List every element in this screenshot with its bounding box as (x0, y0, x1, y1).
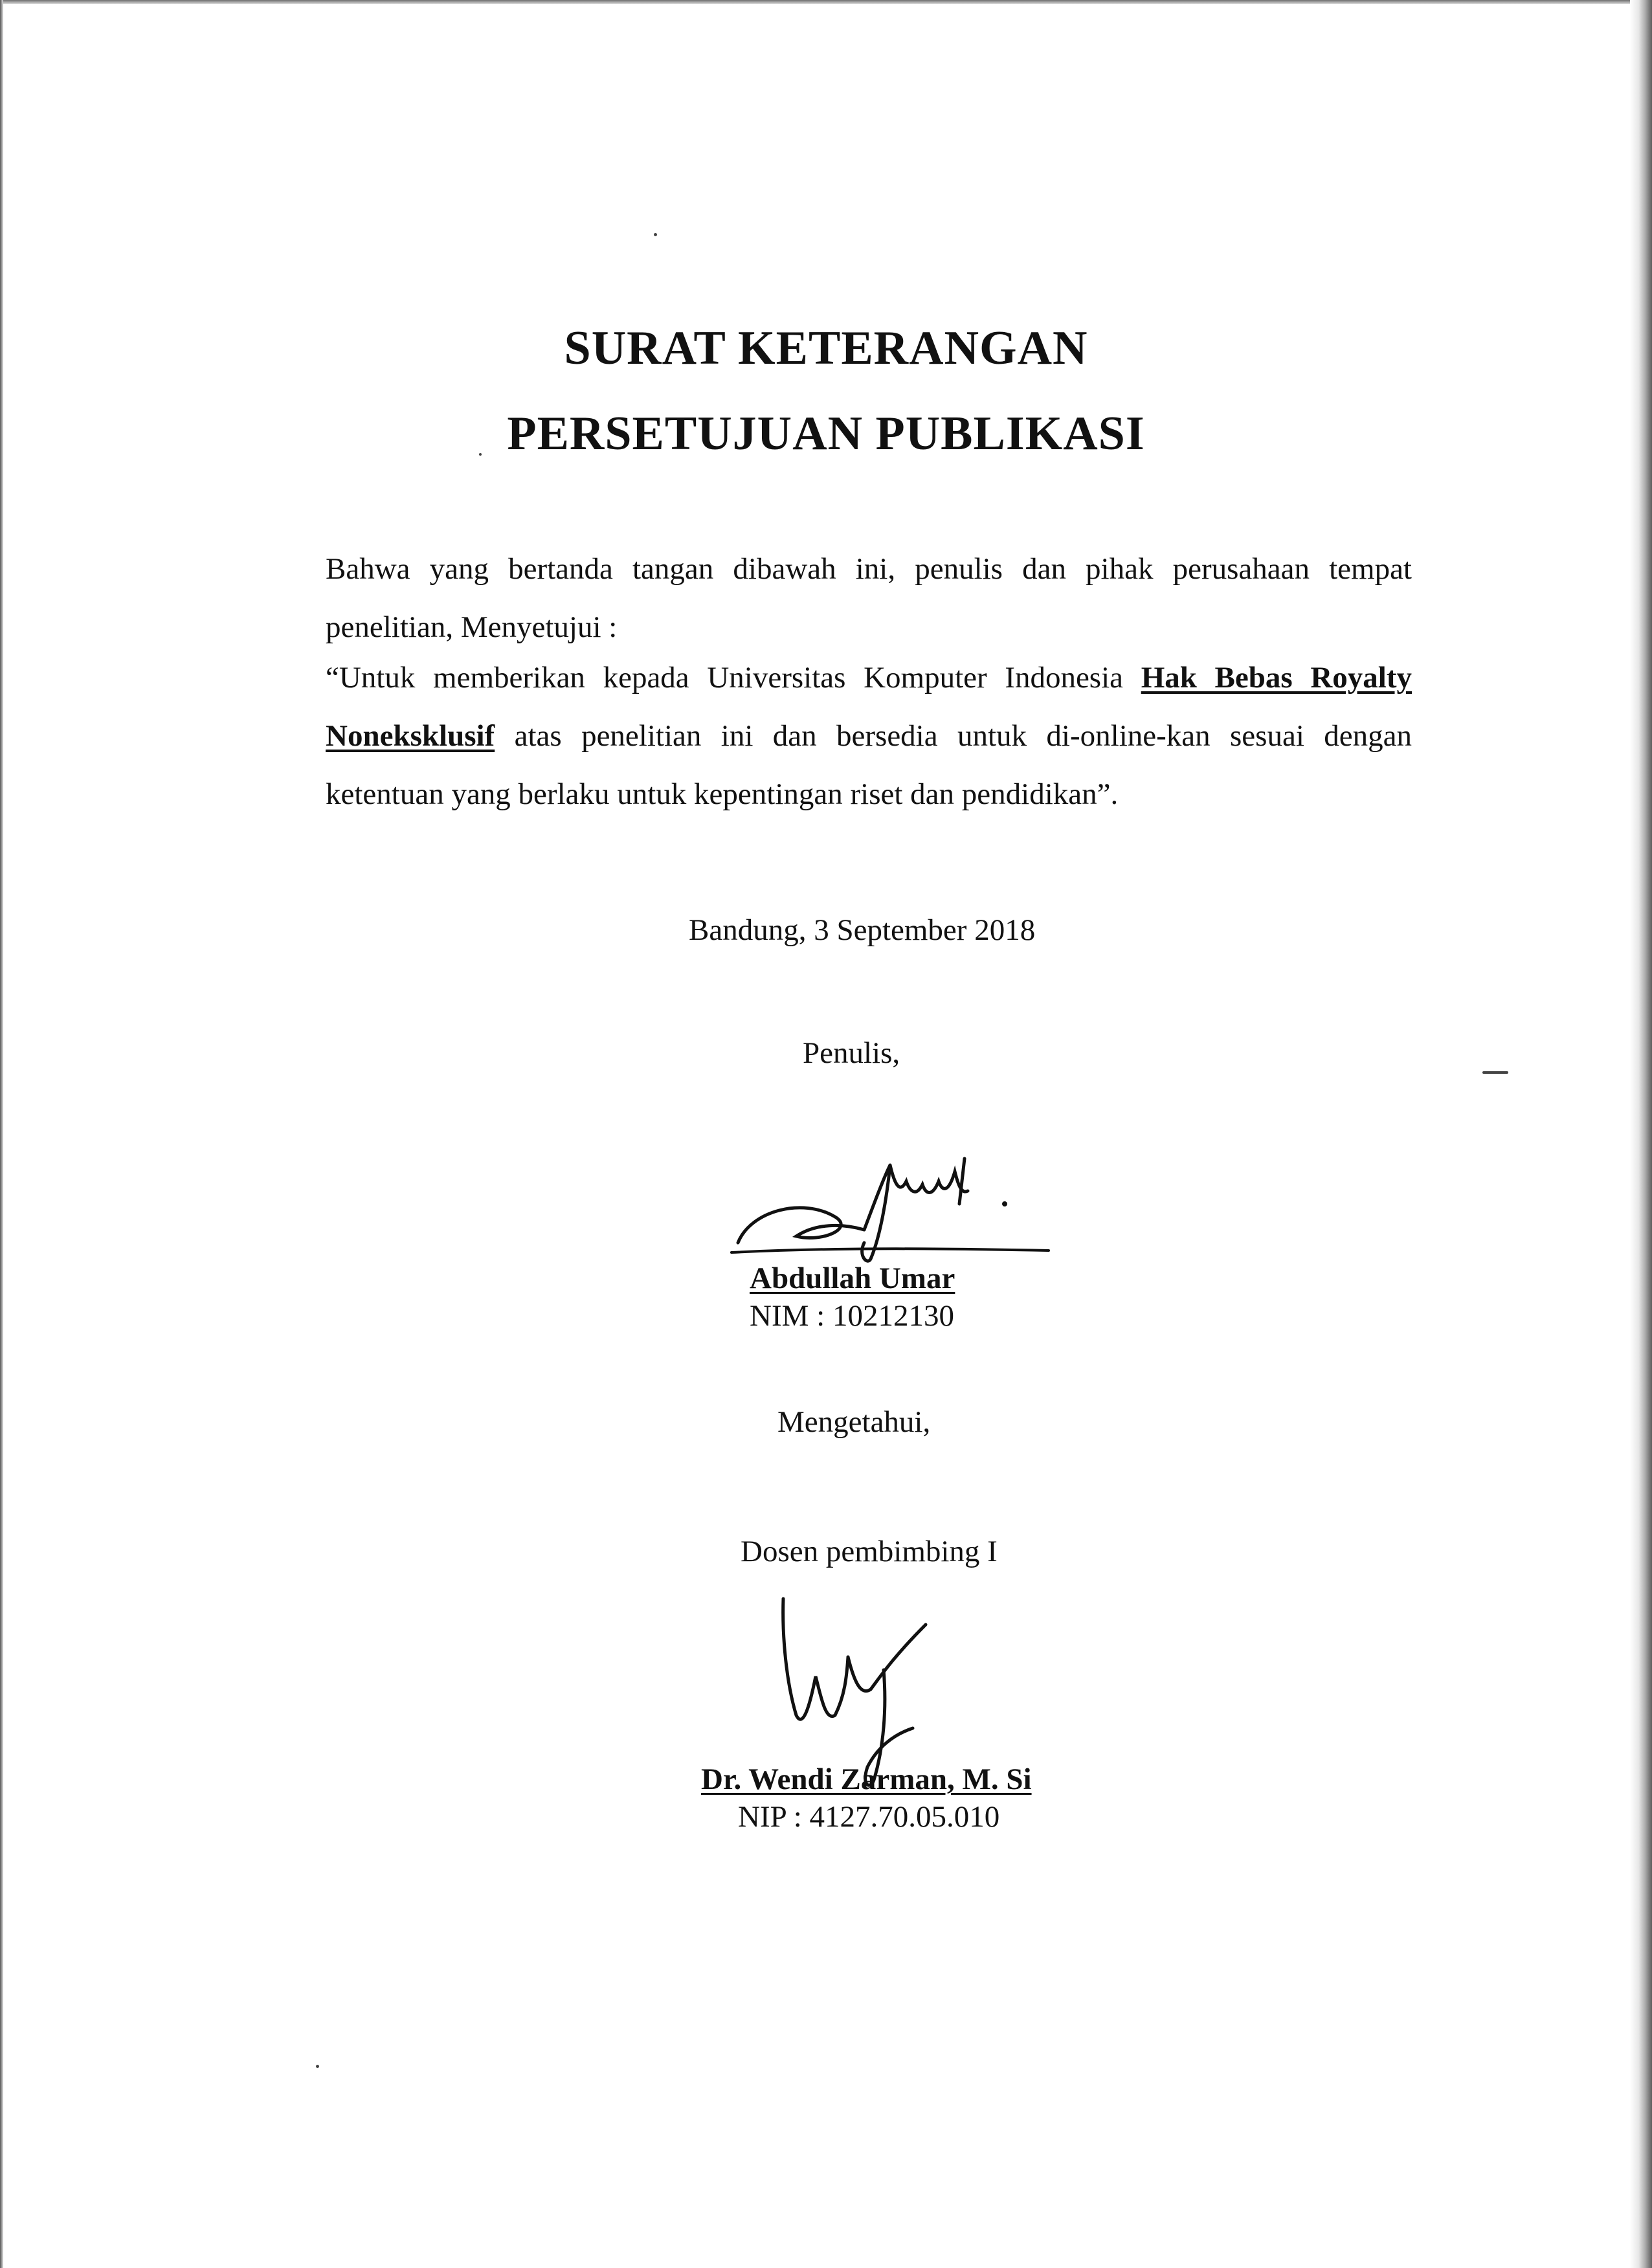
document-subtitle: PERSETUJUAN PUBLIKASI (507, 407, 1145, 460)
author-student-id: NIM : 10212130 (750, 1299, 954, 1333)
paragraph-text: “Untuk memberikan kepada Universitas Komputer Indonesia (326, 661, 1124, 695)
acknowledgement-label: Mengetahui, (777, 1405, 931, 1439)
author-role-label: Penulis, (803, 1036, 900, 1070)
advisor-employee-id: NIP : 4127.70.05.010 (738, 1800, 1000, 1834)
advisor-name: Dr. Wendi Zarman, M. Si (701, 1762, 1032, 1796)
scan-speck (654, 233, 657, 236)
scan-edge-top (0, 0, 1652, 4)
emphasized-term: Noneksklusif (326, 719, 495, 753)
scan-speck (316, 2065, 319, 2068)
paragraph-line (326, 649, 1412, 707)
document-title: SURAT KETERANGAN (564, 322, 1088, 375)
author-name: Abdullah Umar (750, 1262, 955, 1295)
place-date: Bandung, 3 September 2018 (689, 913, 1036, 947)
paragraph-text: atas penelitian ini dan bersedia untuk di-online-kan sesuai dengan (514, 719, 1412, 753)
advisor-role-label: Dosen pembimbing I (741, 1535, 998, 1568)
paragraph-line (326, 707, 1412, 765)
emphasized-term: Hak Bebas Royalty (1141, 661, 1412, 695)
author-signature (725, 1146, 1062, 1269)
paragraph-line: ketentuan yang berlaku untuk kepentingan riset dan pendidikan”. (326, 777, 1119, 811)
paragraph-line: Bahwa yang bertanda tangan dibawah ini, penulis dan pihak perusahaan tempat (326, 552, 1412, 586)
paragraph-line: penelitian, Menyetujui : (326, 610, 618, 644)
scan-speck (1482, 1071, 1508, 1074)
